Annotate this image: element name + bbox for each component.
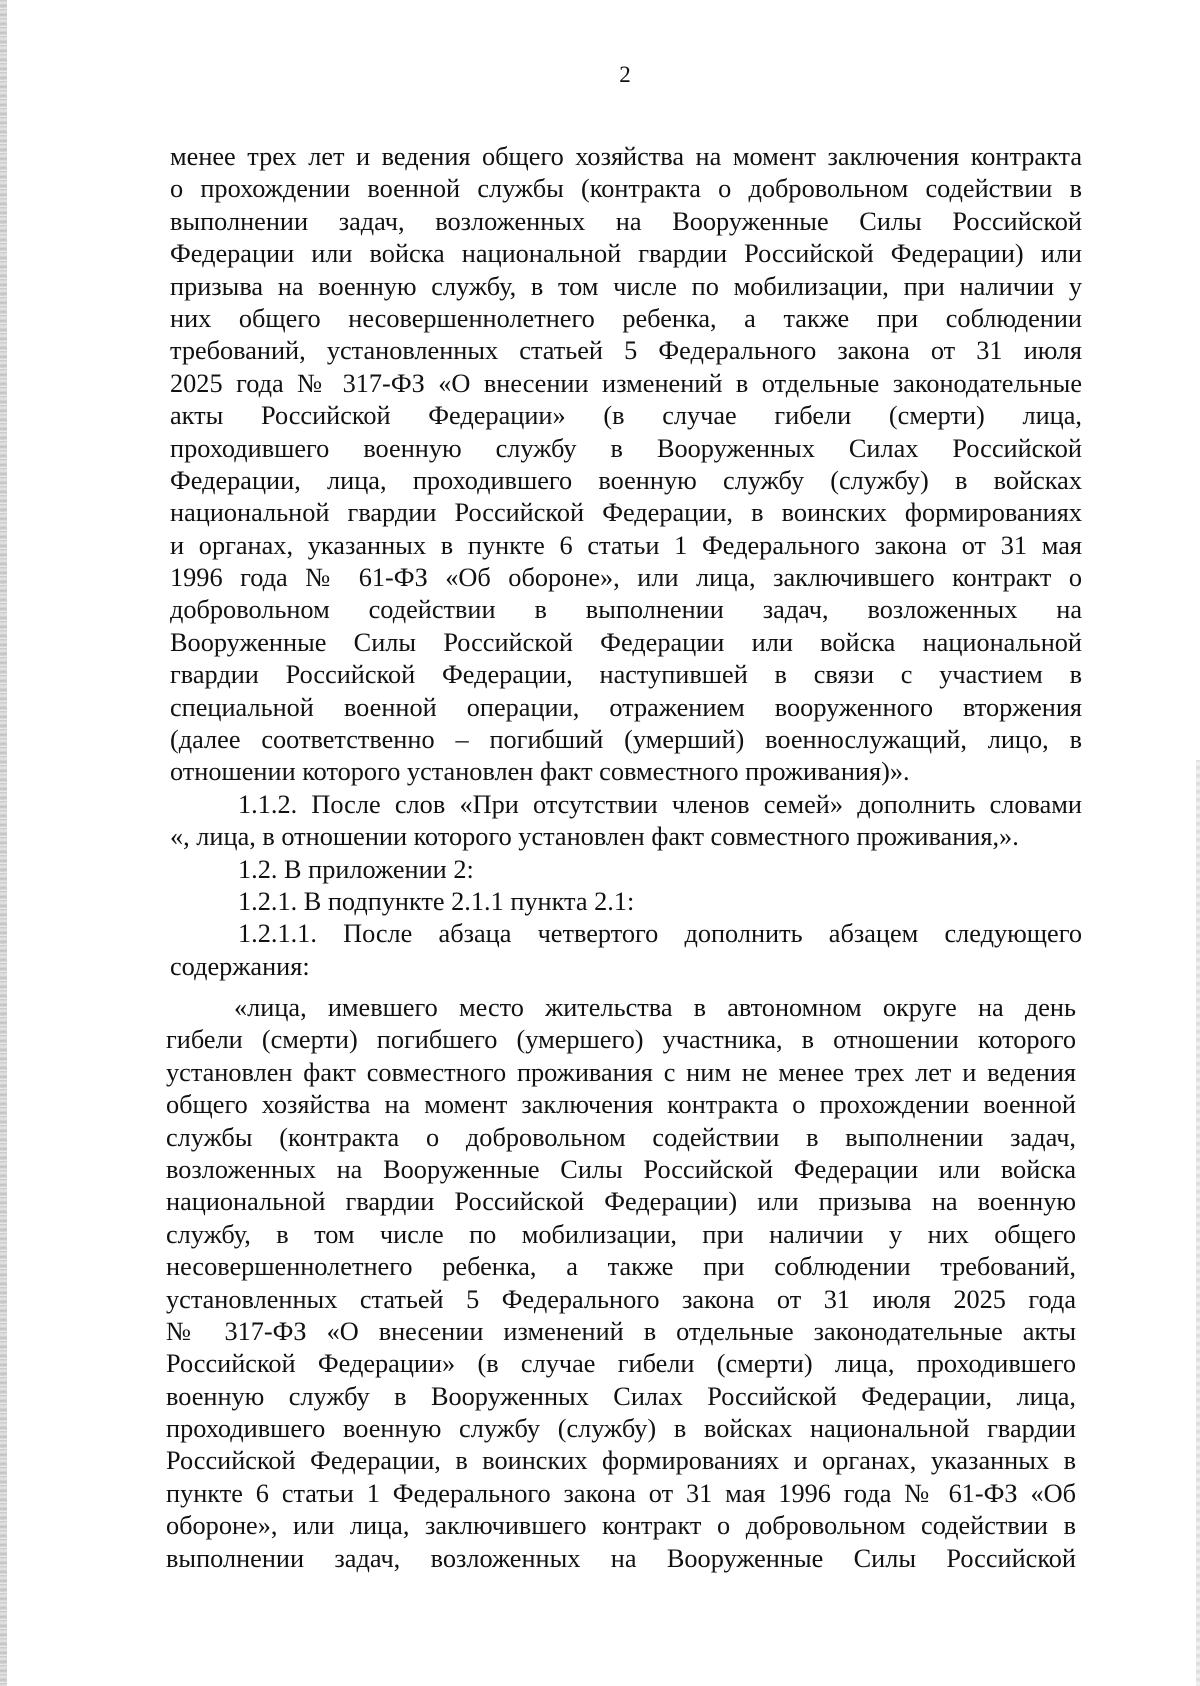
text-line: акты Российской Федерации» (в случае гибели (смерти) лица, xyxy=(170,401,1082,431)
text-line: № 317-ФЗ «О внесении изменений в отдельные законодательные акты xyxy=(166,1316,1076,1346)
text-line: 1.2.1. В подпункте 2.1.1 пункта 2.1: xyxy=(238,886,635,916)
body-text-block-b xyxy=(166,992,1076,1575)
text-line: службу, в том числе по мобилизации, при наличии у них общего xyxy=(166,1219,1076,1249)
text-line: военную службу в Вооруженных Силах Российской Федерации, лица, xyxy=(166,1381,1076,1411)
text-line: добровольном содействии в выполнении задач, возложенных на xyxy=(170,595,1082,625)
text-line: установлен факт совместного проживания с ним не менее трех лет и ведения xyxy=(166,1057,1076,1087)
text-line: Российской Федерации» (в случае гибели (смерти) лица, проходившего xyxy=(166,1349,1076,1379)
text-line: обороне», или лица, заключившего контракт о добровольном содействии в xyxy=(166,1511,1076,1541)
text-line: призыва на военную службу, в том числе по мобилизации, при наличии у xyxy=(170,271,1082,301)
text-line: содержания: xyxy=(170,951,310,981)
text-line: Федерации или войска национальной гвардии Российской Федерации) или xyxy=(170,239,1082,269)
text-line: установленных статьей 5 Федерального закона от 31 июля 2025 года xyxy=(166,1284,1076,1314)
text-line: о прохождении военной службы (контракта о добровольном содействии в xyxy=(170,174,1082,204)
text-line: гибели (смерти) погибшего (умершего) участника, в отношении которого xyxy=(166,1025,1076,1055)
text-line: требований, установленных статьей 5 Федерального закона от 31 июля xyxy=(170,336,1082,366)
text-line: проходившего военную службу (службу) в войсках национальной гвардии xyxy=(166,1414,1076,1444)
text-line: 1.2.1.1. После абзаца четвертого дополнить абзацем следующего xyxy=(238,919,1082,949)
text-line: гвардии Российской Федерации, наступившей в связи с участием в xyxy=(170,660,1082,690)
text-line: них общего несовершеннолетнего ребенка, а также при соблюдении xyxy=(170,303,1082,333)
text-line: Российской Федерации, в воинских формированиях и органах, указанных в xyxy=(166,1446,1076,1476)
text-line: «лица, имевшего место жительства в автономном округе на день xyxy=(234,993,1076,1022)
text-line: отношении которого установлен факт совместного проживания)». xyxy=(170,757,910,787)
text-line: общего хозяйства на момент заключения контракта о прохождении военной xyxy=(166,1090,1076,1120)
scan-edge-right xyxy=(1196,760,1200,1686)
text-line: выполнении задач, возложенных на Вооруженные Силы Российской xyxy=(170,206,1082,236)
text-line: проходившего военную службу в Вооруженных Силах Российской xyxy=(170,433,1082,463)
text-line: 1.2. В приложении 2: xyxy=(238,854,474,884)
scan-edge-left xyxy=(0,0,7,1686)
text-line: службы (контракта о добровольном содействии в выполнении задач, xyxy=(166,1122,1076,1152)
text-line: 2025 года № 317-ФЗ «О внесении изменений в отдельные законодательные xyxy=(170,368,1082,398)
text-line: 1996 года № 61-ФЗ «Об обороне», или лица, заключившего контракт о xyxy=(170,563,1082,593)
text-line: возложенных на Вооруженные Силы Российской Федерации или войска xyxy=(166,1154,1076,1184)
body-text-block-a xyxy=(170,141,1082,983)
page-number: 2 xyxy=(619,62,631,87)
text-line: выполнении задач, возложенных на Вооруженные Силы Российской xyxy=(166,1543,1076,1573)
text-line: и органах, указанных в пункте 6 статьи 1 Федерального закона от 31 мая xyxy=(170,530,1082,560)
text-line: 1.1.2. После слов «При отсутствии членов семей» дополнить словами xyxy=(238,789,1082,819)
text-line: Федерации, лица, проходившего военную службу (службу) в войсках xyxy=(170,465,1082,495)
text-line: менее трех лет и ведения общего хозяйства на момент заключения контракта xyxy=(170,142,1082,171)
text-line: несовершеннолетнего ребенка, а также при соблюдении требований, xyxy=(166,1252,1076,1282)
text-line: национальной гвардии Российской Федерации, в воинских формированиях xyxy=(170,498,1082,528)
text-line: специальной военной операции, отражением вооруженного вторжения xyxy=(170,692,1082,722)
text-line: (далее соответственно – погибший (умерший) военнослужащий, лицо, в xyxy=(170,725,1082,755)
text-line: национальной гвардии Российской Федерации) или призыва на военную xyxy=(166,1187,1076,1217)
text-line: Вооруженные Силы Российской Федерации или войска национальной xyxy=(170,627,1082,657)
text-line: пункте 6 статьи 1 Федерального закона от 31 мая 1996 года № 61-ФЗ «Об xyxy=(166,1478,1076,1508)
text-line: «, лица, в отношении которого установлен факт совместного проживания,». xyxy=(170,822,1019,852)
